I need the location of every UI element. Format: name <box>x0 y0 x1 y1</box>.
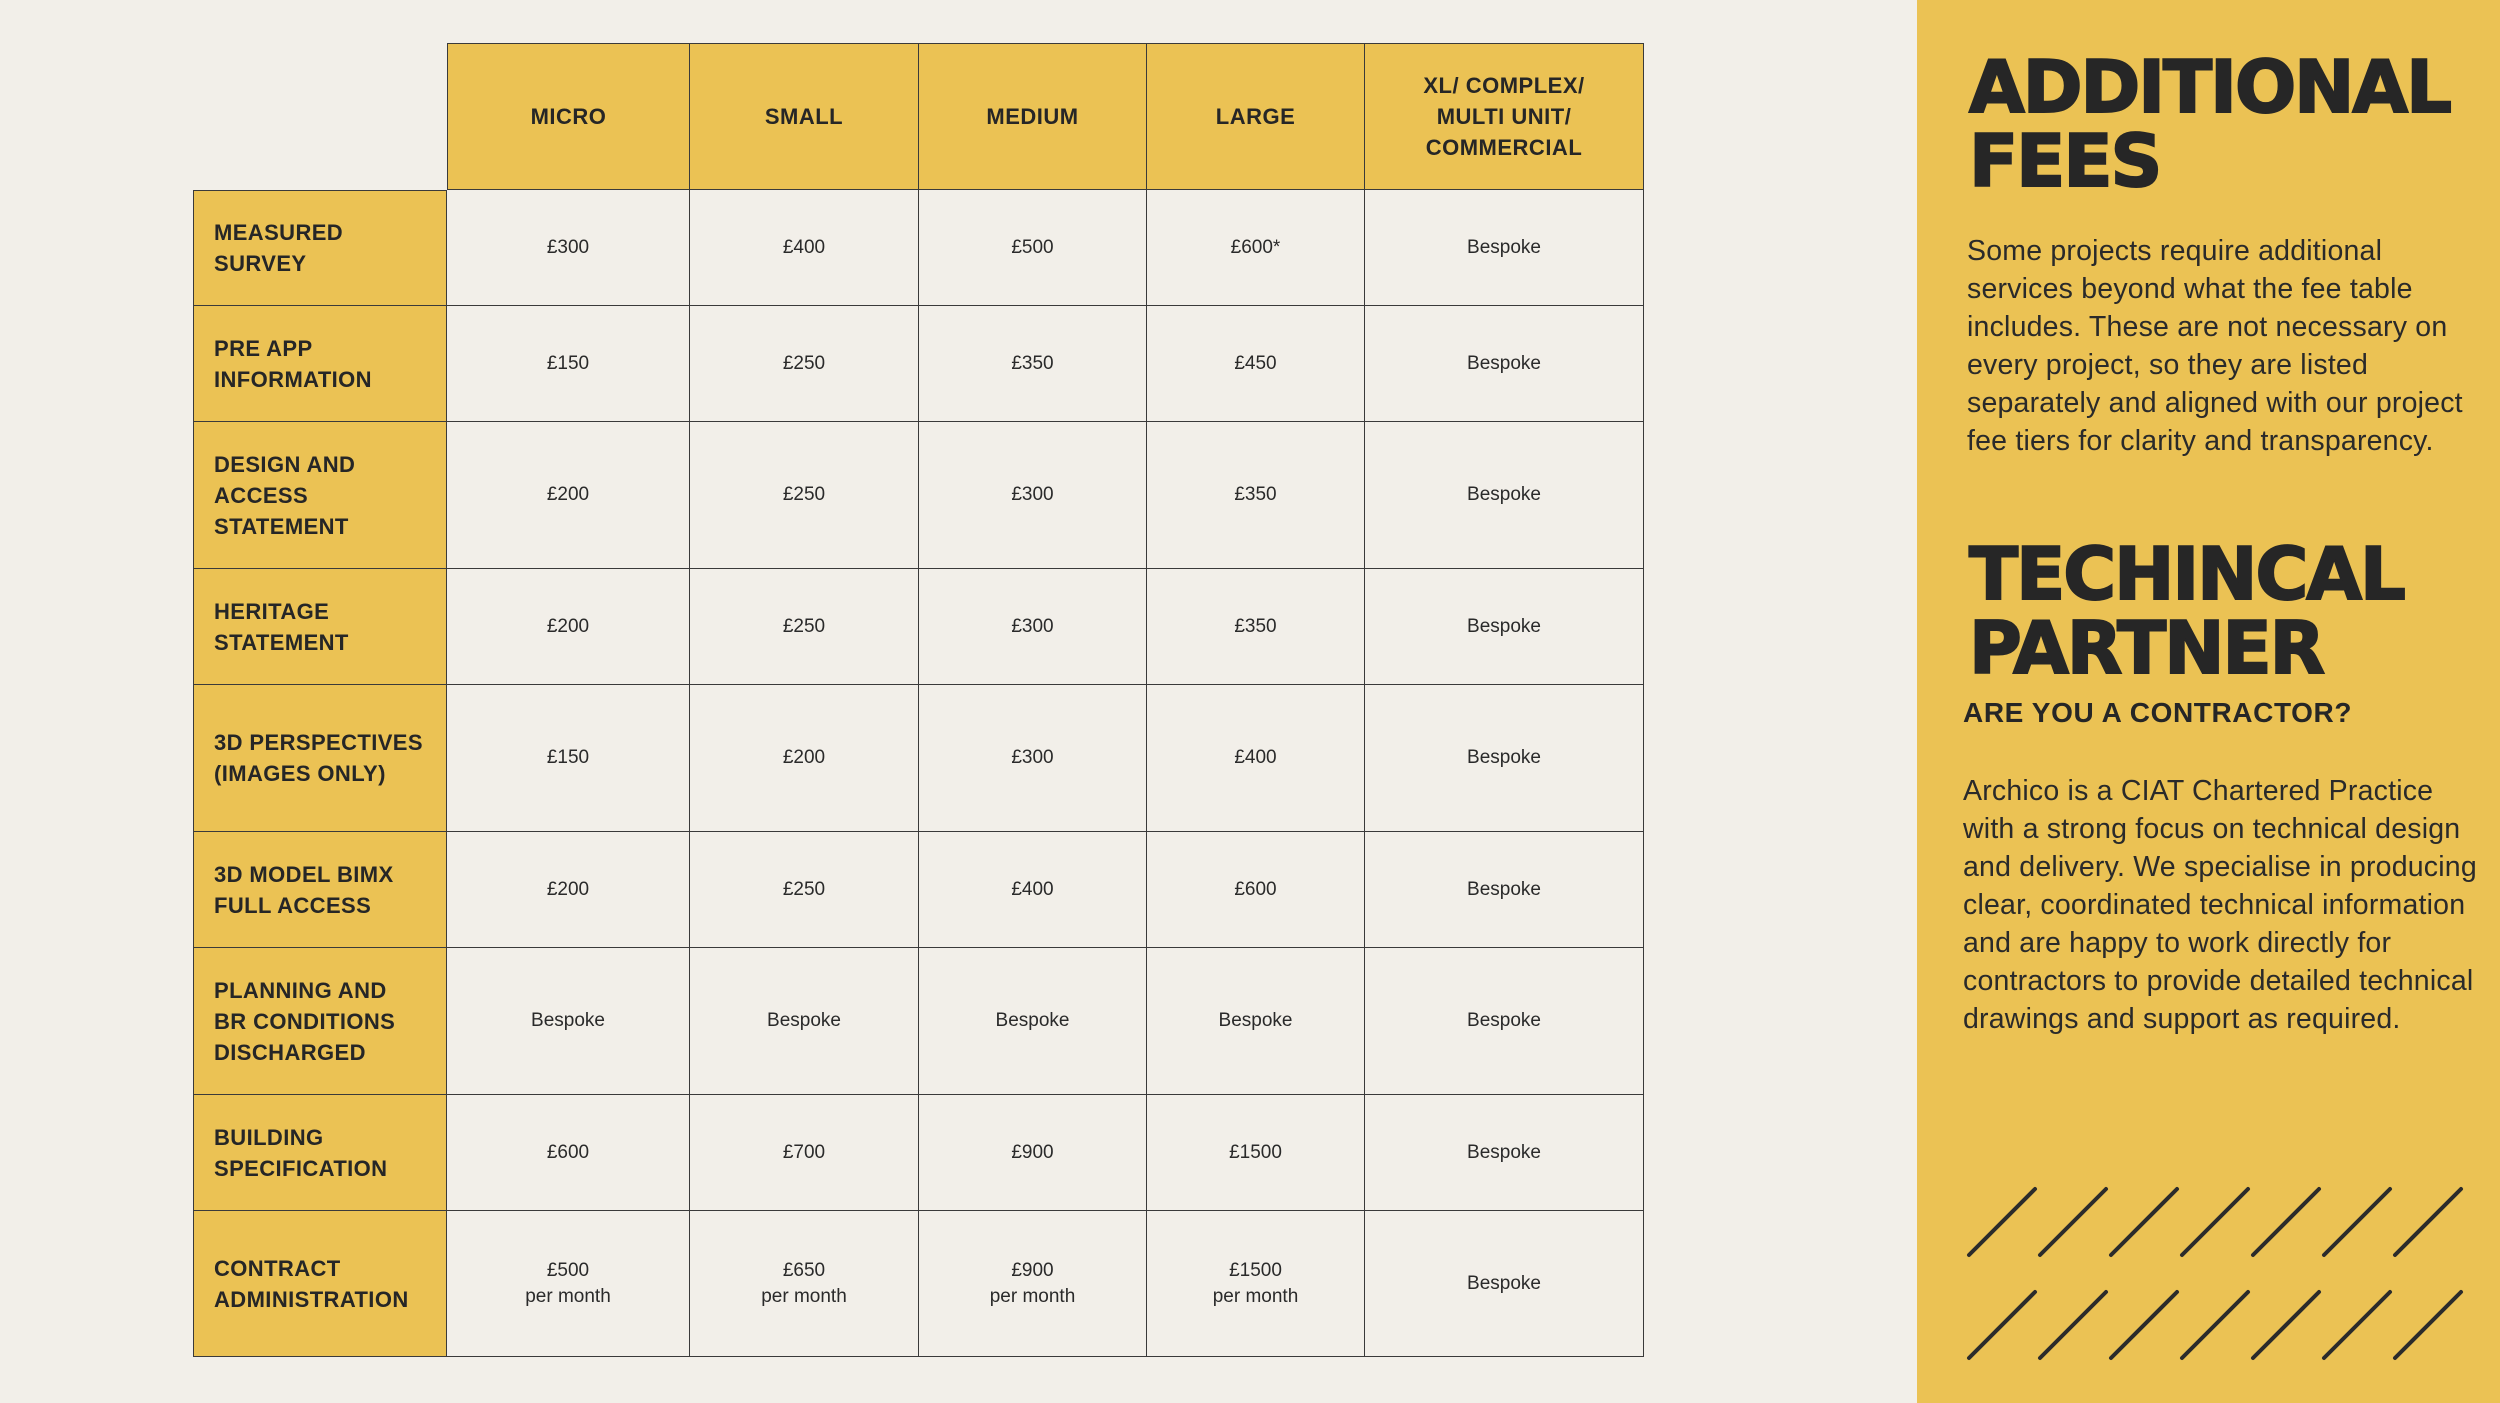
fee-cell-micro: £200 <box>447 832 690 948</box>
fee-cell-xl: Bespoke <box>1365 569 1644 685</box>
additional-fees-text: Some projects require additional services beyond what the fee table includes. These are not necessary on every project, so they are listed separately and aligned with our project fee tiers for clarity and transparency. <box>1967 235 2463 457</box>
fee-cell-medium: £300 <box>919 422 1147 569</box>
column-header-micro: MICRO <box>447 43 690 190</box>
fee-cell-small: £400 <box>690 190 919 306</box>
row-header: CONTRACT ADMINISTRATION <box>193 1211 447 1357</box>
slash-line <box>2040 1292 2106 1358</box>
fee-cell-large: £350 <box>1147 422 1365 569</box>
fee-cell-large: £1500 <box>1147 1095 1365 1211</box>
contractor-subtitle: ARE YOU A CONTRACTOR? <box>1963 697 2353 728</box>
fee-cell-medium: £500 <box>919 190 1147 306</box>
fee-cell-small: £250 <box>690 306 919 422</box>
fee-cell-micro: £200 <box>447 422 690 569</box>
fee-cell-medium: £900 <box>919 1095 1147 1211</box>
fee-cell-xl: Bespoke <box>1365 422 1644 569</box>
fee-cell-xl: Bespoke <box>1365 832 1644 948</box>
decorative-slashes <box>1965 1183 2465 1363</box>
slash-line <box>2253 1189 2319 1255</box>
fee-cell-large: £350 <box>1147 569 1365 685</box>
fee-cell-micro: £600 <box>447 1095 690 1211</box>
row-header: PRE APP INFORMATION <box>193 306 447 422</box>
fee-cell-large: £600 <box>1147 832 1365 948</box>
row-header: DESIGN AND ACCESS STATEMENT <box>193 422 447 569</box>
column-header-large: LARGE <box>1147 43 1365 190</box>
fee-cell-xl: Bespoke <box>1365 948 1644 1095</box>
column-header-small: SMALL <box>690 43 919 190</box>
fee-cell-small: £200 <box>690 685 919 832</box>
row-header: HERITAGE STATEMENT <box>193 569 447 685</box>
fee-cell-small: £250 <box>690 422 919 569</box>
sidebar-panel <box>1917 0 2500 1403</box>
fee-cell-medium: Bespoke <box>919 948 1147 1095</box>
fee-cell-micro: £500 per month <box>447 1211 690 1357</box>
fee-cell-large: Bespoke <box>1147 948 1365 1095</box>
fee-cell-xl: Bespoke <box>1365 306 1644 422</box>
fee-cell-micro: £200 <box>447 569 690 685</box>
additional-fees-title: ADDITIONAL FEES <box>1969 45 2451 203</box>
fee-cell-micro: Bespoke <box>447 948 690 1095</box>
slash-line <box>2395 1189 2461 1255</box>
fee-cell-medium: £900 per month <box>919 1211 1147 1357</box>
slash-line <box>2253 1292 2319 1358</box>
column-header-xl: XL/ COMPLEX/ MULTI UNIT/ COMMERCIAL <box>1365 43 1644 190</box>
technical-partner-title: TECHINCAL PARTNER <box>1969 532 2404 690</box>
fee-cell-medium: £300 <box>919 569 1147 685</box>
slash-line <box>2182 1189 2248 1255</box>
fee-cell-xl: Bespoke <box>1365 1211 1644 1357</box>
fee-cell-small: £250 <box>690 569 919 685</box>
row-header: PLANNING AND BR CONDITIONS DISCHARGED <box>193 948 447 1095</box>
column-header-medium: MEDIUM <box>919 43 1147 190</box>
slash-line <box>2111 1292 2177 1358</box>
fee-cell-xl: Bespoke <box>1365 1095 1644 1211</box>
fee-cell-small: £250 <box>690 832 919 948</box>
slash-line <box>2111 1189 2177 1255</box>
fee-cell-medium: £300 <box>919 685 1147 832</box>
slash-line <box>1969 1292 2035 1358</box>
row-header: MEASURED SURVEY <box>193 190 447 306</box>
slash-line <box>2040 1189 2106 1255</box>
fee-table <box>193 43 1644 1357</box>
fee-cell-large: £1500 per month <box>1147 1211 1365 1357</box>
technical-partner-text: Archico is a CIAT Chartered Practice with a strong focus on technical design and delivery. We specialise in producing clear, coordinated technical information and are happy to work directly for contractors to provide detailed technical drawings and support as required. <box>1963 775 2477 1035</box>
fee-cell-xl: Bespoke <box>1365 190 1644 306</box>
slash-line <box>1969 1189 2035 1255</box>
fee-cell-large: £400 <box>1147 685 1365 832</box>
row-header: 3D PERSPECTIVES (IMAGES ONLY) <box>193 685 447 832</box>
slash-line <box>2395 1292 2461 1358</box>
table-corner <box>193 43 447 190</box>
fee-cell-micro: £150 <box>447 685 690 832</box>
row-header: 3D MODEL BIMX FULL ACCESS <box>193 832 447 948</box>
fee-cell-small: Bespoke <box>690 948 919 1095</box>
slash-line <box>2324 1292 2390 1358</box>
slash-line <box>2182 1292 2248 1358</box>
fee-cell-large: £600* <box>1147 190 1365 306</box>
fee-cell-small: £700 <box>690 1095 919 1211</box>
fee-cell-small: £650 per month <box>690 1211 919 1357</box>
fee-cell-micro: £150 <box>447 306 690 422</box>
fee-cell-xl: Bespoke <box>1365 685 1644 832</box>
fee-cell-micro: £300 <box>447 190 690 306</box>
row-header: BUILDING SPECIFICATION <box>193 1095 447 1211</box>
fee-cell-large: £450 <box>1147 306 1365 422</box>
fee-cell-medium: £400 <box>919 832 1147 948</box>
fee-cell-medium: £350 <box>919 306 1147 422</box>
slash-line <box>2324 1189 2390 1255</box>
